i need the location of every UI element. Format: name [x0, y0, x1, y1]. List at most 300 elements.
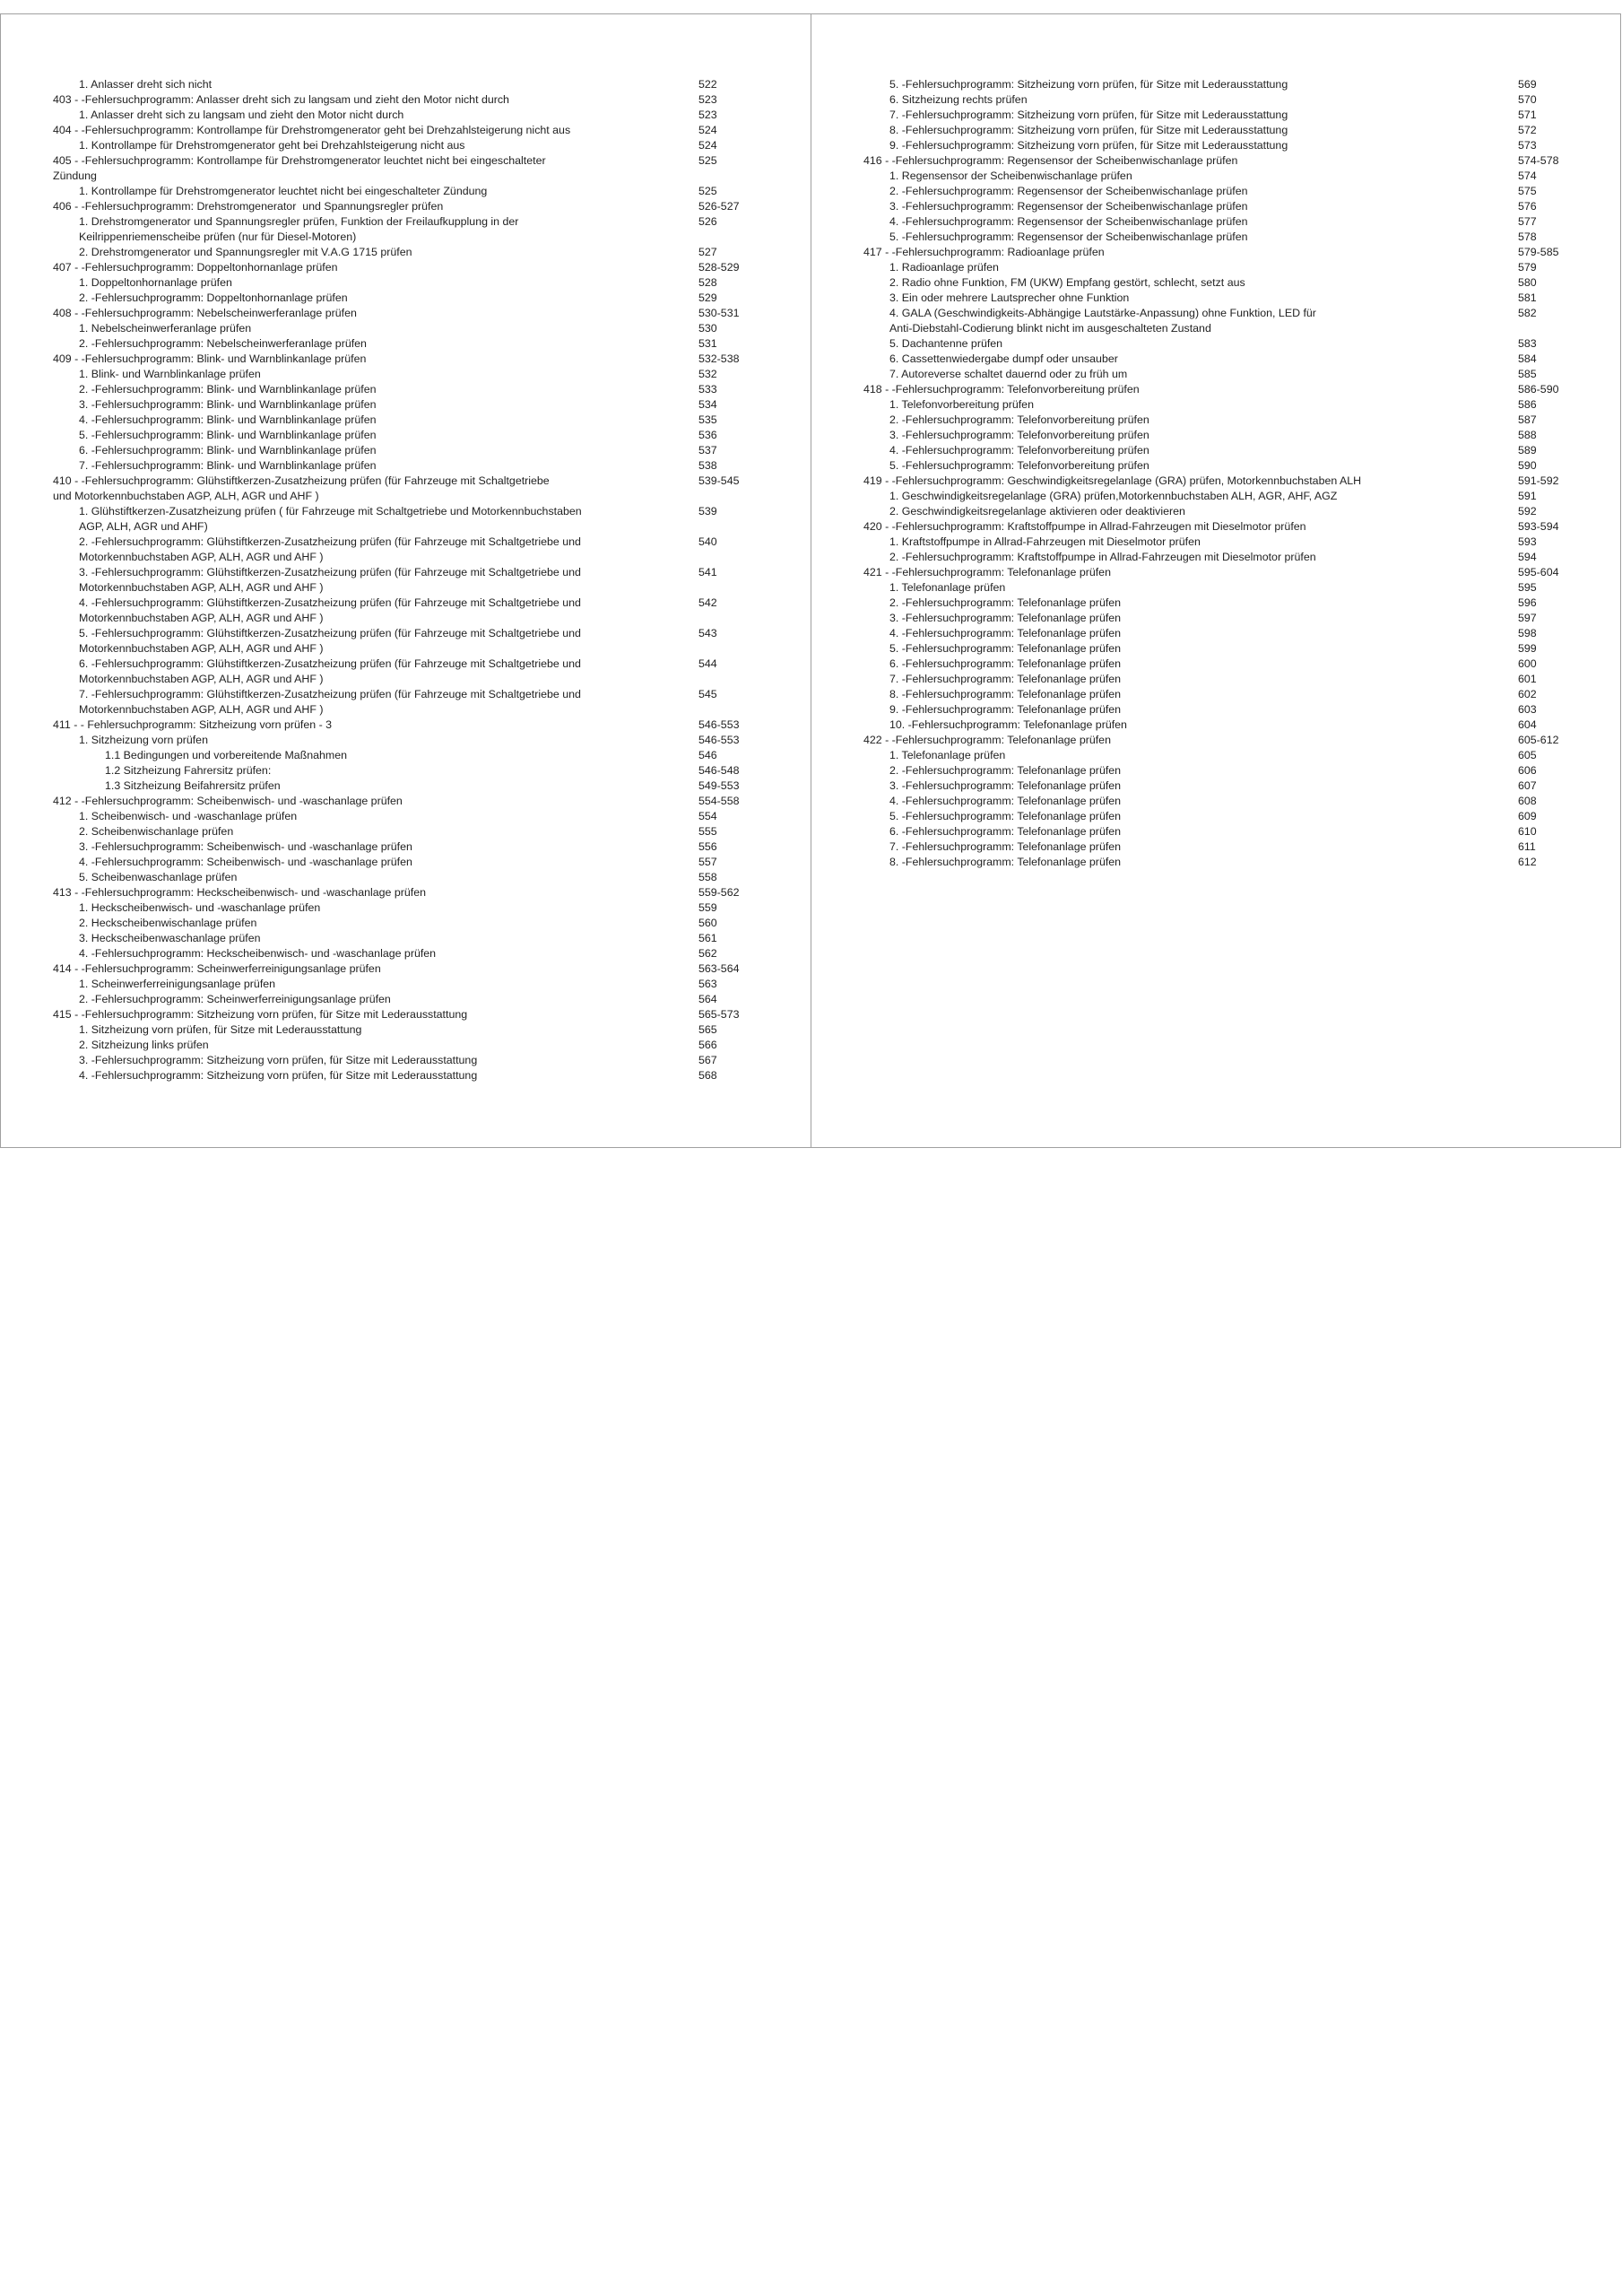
toc-entry [53, 352, 761, 367]
toc-entry-title: 2. -Fehlersuchprogramm: Kraftstoffpumpe in Allrad-Fahrzeugen mit Dieselmotor prüfen [889, 551, 1316, 563]
toc-entry-page-number: 556 [698, 840, 717, 853]
toc-entry [53, 870, 761, 885]
toc-entry [863, 565, 1581, 580]
toc-entry-title: 3. -Fehlersuchprogramm: Telefonanlage prüfen [889, 612, 1122, 624]
toc-entry-title: 5. -Fehlersuchprogramm: Blink- und Warnblinkanlage prüfen [79, 429, 377, 441]
toc-entry-title: 3. -Fehlersuchprogramm: Sitzheizung vorn prüfen, für Sitze mit Lederausstattung [79, 1054, 478, 1066]
toc-entry [53, 794, 761, 809]
toc-entry-title: 1. Scheibenwisch- und -waschanlage prüfen [79, 810, 298, 822]
toc-entry-page-number: 531 [698, 337, 717, 350]
toc-entry-page-number: 523 [698, 93, 717, 106]
toc-entry [863, 794, 1581, 809]
toc-entry-page-number: 524 [698, 124, 717, 136]
toc-entry [53, 474, 761, 504]
toc-entry [53, 458, 761, 474]
toc-entry-page-number: 568 [698, 1069, 717, 1082]
toc-entry-title: 3. -Fehlersuchprogramm: Telefonvorbereitung prüfen [889, 429, 1149, 441]
toc-entry-title: 2. -Fehlersuchprogramm: Doppeltonhornanlage prüfen [79, 291, 348, 304]
toc-entry-page-number: 596 [1518, 596, 1537, 609]
toc-entry-page-number: 598 [1518, 627, 1537, 639]
toc-entry [53, 916, 761, 931]
toc-entry [53, 153, 761, 184]
toc-entry-title: 6. -Fehlersuchprogramm: Glühstiftkerzen-Zusatzheizung prüfen (für Fahrzeuge mit Schaltgetriebe und Motorkennbuchstaben AGP, ALH, AGR und AHF ) [79, 657, 581, 685]
toc-entry-page-number: 528 [698, 276, 717, 289]
toc-entry-page-number: 594 [1518, 551, 1537, 563]
toc-entry-title: 409 - -Fehlersuchprogramm: Blink- und Warnblinkanlage prüfen [53, 352, 367, 365]
toc-entry [863, 580, 1581, 596]
toc-entry-title: 7. Autoreverse schaltet dauernd oder zu früh um [889, 368, 1128, 380]
toc-entry-page-number: 526-527 [698, 200, 740, 213]
toc-entry [863, 839, 1581, 855]
toc-entry-title: 2. -Fehlersuchprogramm: Telefonanlage prüfen [889, 764, 1122, 777]
toc-entry [863, 718, 1581, 733]
toc-entry [863, 611, 1581, 626]
toc-entry [863, 489, 1581, 504]
toc-entry-page-number: 533 [698, 383, 717, 396]
toc-entry-title: 1. Kontrollampe für Drehstromgenerator geht bei Drehzahlsteigerung nicht aus [79, 139, 465, 152]
toc-entry [53, 397, 761, 413]
toc-entry-page-number: 549-553 [698, 779, 740, 792]
toc-entry [863, 214, 1581, 230]
toc-entry-page-number: 582 [1518, 307, 1537, 319]
toc-entry-title: 8. -Fehlersuchprogramm: Telefonanlage prüfen [889, 856, 1122, 868]
left-page [0, 13, 811, 1148]
toc-entry-title: 5. -Fehlersuchprogramm: Sitzheizung vorn prüfen, für Sitze mit Lederausstattung [889, 78, 1288, 91]
toc-entry [863, 855, 1581, 870]
toc-entry-title: 403 - -Fehlersuchprogramm: Anlasser dreht sich zu langsam und zieht den Motor nicht durch [53, 93, 509, 106]
toc-entry [863, 138, 1581, 153]
toc-entry-page-number: 602 [1518, 688, 1537, 700]
toc-entry-page-number: 595 [1518, 581, 1537, 594]
toc-entry-page-number: 609 [1518, 810, 1537, 822]
toc-entry [53, 413, 761, 428]
toc-entry [863, 428, 1581, 443]
toc-entry-title: 1. Doppeltonhornanlage prüfen [79, 276, 232, 289]
toc-entry [863, 474, 1581, 489]
toc-list-left [53, 77, 761, 1083]
toc-entry-title: 1. Anlasser dreht sich nicht [79, 78, 213, 91]
toc-entry-title: 2. Geschwindigkeitsregelanlage aktivieren oder deaktivieren [889, 505, 1185, 517]
toc-entry-page-number: 527 [698, 246, 717, 258]
toc-entry-title: 2. Heckscheibenwischanlage prüfen [79, 917, 257, 929]
toc-entry [53, 336, 761, 352]
toc-entry [863, 626, 1581, 641]
toc-entry-title: 5. Dachantenne prüfen [889, 337, 1003, 350]
toc-entry-title: 1.2 Sitzheizung Fahrersitz prüfen: [105, 764, 272, 777]
toc-entry-page-number: 525 [698, 154, 717, 167]
toc-entry-page-number: 562 [698, 947, 717, 960]
toc-entry [53, 763, 761, 778]
toc-entry [863, 778, 1581, 794]
toc-entry-page-number: 591 [1518, 490, 1537, 502]
toc-entry-page-number: 558 [698, 871, 717, 883]
toc-entry [53, 108, 761, 123]
toc-entry [53, 626, 761, 657]
toc-entry-title: 1. Blink- und Warnblinkanlage prüfen [79, 368, 261, 380]
toc-entry-page-number: 532 [698, 368, 717, 380]
toc-entry [863, 641, 1581, 657]
toc-entry [53, 855, 761, 870]
toc-entry-title: 406 - -Fehlersuchprogramm: Drehstromgenerator und Spannungsregler prüfen [53, 200, 444, 213]
toc-entry-title: 2. -Fehlersuchprogramm: Nebelscheinwerferanlage prüfen [79, 337, 367, 350]
toc-entry [53, 260, 761, 275]
toc-entry-page-number: 538 [698, 459, 717, 472]
toc-entry-page-number: 610 [1518, 825, 1537, 838]
toc-entry [53, 992, 761, 1007]
toc-entry-page-number: 606 [1518, 764, 1537, 777]
toc-entry-title: 422 - -Fehlersuchprogramm: Telefonanlage prüfen [863, 734, 1111, 746]
toc-entry [863, 260, 1581, 275]
toc-entry-page-number: 564 [698, 993, 717, 1005]
toc-entry-title: 1. Telefonanlage prüfen [889, 581, 1006, 594]
toc-entry-title: 405 - -Fehlersuchprogramm: Kontrollampe für Drehstromgenerator leuchtet nicht bei eingeschalteter Zündung [53, 154, 546, 182]
toc-entry-page-number: 608 [1518, 795, 1537, 807]
right-page [811, 13, 1621, 1148]
toc-entry-title: 3. Heckscheibenwaschanlage prüfen [79, 932, 261, 944]
toc-entry-title: 5. -Fehlersuchprogramm: Telefonanlage prüfen [889, 642, 1122, 655]
toc-entry-page-number: 526 [698, 215, 717, 228]
toc-entry-page-number: 535 [698, 413, 717, 426]
toc-entry-title: 2. -Fehlersuchprogramm: Glühstiftkerzen-Zusatzheizung prüfen (für Fahrzeuge mit Schaltgetriebe und Motorkennbuchstaben AGP, ALH, AGR und AHF ) [79, 535, 581, 563]
toc-entry [863, 672, 1581, 687]
toc-entry [863, 657, 1581, 672]
toc-entry-title: 4. -Fehlersuchprogramm: Sitzheizung vorn prüfen, für Sitze mit Lederausstattung [79, 1069, 478, 1082]
toc-entry [53, 885, 761, 900]
toc-entry-page-number: 528-529 [698, 261, 740, 274]
toc-entry-title: 8. -Fehlersuchprogramm: Telefonanlage prüfen [889, 688, 1122, 700]
toc-entry [53, 92, 761, 108]
toc-entry-title: 414 - -Fehlersuchprogramm: Scheinwerferreinigungsanlage prüfen [53, 962, 381, 975]
toc-entry-page-number: 555 [698, 825, 717, 838]
toc-entry-page-number: 565-573 [698, 1008, 740, 1021]
toc-entry [53, 428, 761, 443]
toc-entry-title: 1. Heckscheibenwisch- und -waschanlage prüfen [79, 901, 321, 914]
toc-entry-page-number: 579-585 [1518, 246, 1559, 258]
toc-entry-page-number: 559-562 [698, 886, 740, 899]
toc-entry-title: 412 - -Fehlersuchprogramm: Scheibenwisch- und -waschanlage prüfen [53, 795, 403, 807]
toc-entry [53, 382, 761, 397]
toc-entry-page-number: 565 [698, 1023, 717, 1036]
toc-entry-title: 7. -Fehlersuchprogramm: Telefonanlage prüfen [889, 673, 1122, 685]
toc-entry [53, 778, 761, 794]
toc-entry-title: 4. -Fehlersuchprogramm: Telefonanlage prüfen [889, 627, 1122, 639]
toc-entry-page-number: 589 [1518, 444, 1537, 457]
toc-entry-title: 2. -Fehlersuchprogramm: Regensensor der Scheibenwischanlage prüfen [889, 185, 1248, 197]
toc-entry-page-number: 578 [1518, 230, 1537, 243]
toc-entry [53, 184, 761, 199]
toc-entry-title: 4. -Fehlersuchprogramm: Telefonvorbereitung prüfen [889, 444, 1149, 457]
toc-entry [863, 230, 1581, 245]
toc-entry [863, 733, 1581, 748]
toc-entry-title: 4. -Fehlersuchprogramm: Telefonanlage prüfen [889, 795, 1122, 807]
toc-entry-page-number: 577 [1518, 215, 1537, 228]
toc-entry-page-number: 559 [698, 901, 717, 914]
toc-entry [53, 824, 761, 839]
toc-entry [863, 169, 1581, 184]
toc-entry [53, 946, 761, 961]
toc-entry-title: 1.3 Sitzheizung Beifahrersitz prüfen [105, 779, 281, 792]
toc-entry [53, 900, 761, 916]
toc-entry-page-number: 544 [698, 657, 717, 670]
toc-entry-page-number: 561 [698, 932, 717, 944]
toc-entry-page-number: 541 [698, 566, 717, 578]
toc-entry-page-number: 585 [1518, 368, 1537, 380]
toc-entry-title: 6. Cassettenwiedergabe dumpf oder unsauber [889, 352, 1118, 365]
toc-entry-title: 10. -Fehlersuchprogramm: Telefonanlage prüfen [889, 718, 1127, 731]
toc-entry-page-number: 603 [1518, 703, 1537, 716]
toc-entry [53, 961, 761, 977]
toc-entry-page-number: 554-558 [698, 795, 740, 807]
toc-entry-title: 9. -Fehlersuchprogramm: Sitzheizung vorn prüfen, für Sitze mit Lederausstattung [889, 139, 1288, 152]
toc-entry [53, 123, 761, 138]
toc-entry-page-number: 542 [698, 596, 717, 609]
toc-entry-title: 1. Anlasser dreht sich zu langsam und zieht den Motor nicht durch [79, 109, 404, 121]
toc-entry-page-number: 530-531 [698, 307, 740, 319]
toc-entry [53, 809, 761, 824]
toc-entry-title: 6. -Fehlersuchprogramm: Telefonanlage prüfen [889, 825, 1122, 838]
toc-entry [863, 367, 1581, 382]
toc-entry-page-number: 597 [1518, 612, 1537, 624]
toc-entry-title: 6. Sitzheizung rechts prüfen [889, 93, 1028, 106]
toc-entry-page-number: 586-590 [1518, 383, 1559, 396]
toc-entry [53, 138, 761, 153]
toc-entry-title: 1. Radioanlage prüfen [889, 261, 999, 274]
toc-entry [53, 931, 761, 946]
toc-entry [53, 1007, 761, 1022]
toc-entry-page-number: 581 [1518, 291, 1537, 304]
toc-entry [863, 123, 1581, 138]
toc-entry-page-number: 539 [698, 505, 717, 517]
toc-entry [863, 535, 1581, 550]
toc-entry-title: 5. Scheibenwaschanlage prüfen [79, 871, 238, 883]
toc-entry-title: 1. Telefonanlage prüfen [889, 749, 1006, 761]
toc-entry [863, 92, 1581, 108]
toc-entry-page-number: 593 [1518, 535, 1537, 548]
toc-entry-title: 1.1 Bedingungen und vorbereitende Maßnahmen [105, 749, 348, 761]
toc-entry [863, 306, 1581, 336]
toc-entry-page-number: 524 [698, 139, 717, 152]
toc-entry [863, 275, 1581, 291]
toc-entry-page-number: 595-604 [1518, 566, 1559, 578]
toc-entry-title: 7. -Fehlersuchprogramm: Blink- und Warnblinkanlage prüfen [79, 459, 377, 472]
toc-entry [53, 367, 761, 382]
toc-entry [53, 504, 761, 535]
toc-entry [863, 443, 1581, 458]
toc-entry [863, 291, 1581, 306]
toc-entry-title: 7. -Fehlersuchprogramm: Glühstiftkerzen-Zusatzheizung prüfen (für Fahrzeuge mit Schaltgetriebe und Motorkennbuchstaben AGP, ALH, AGR und AHF ) [79, 688, 581, 716]
toc-entry-title: 5. -Fehlersuchprogramm: Telefonanlage prüfen [889, 810, 1122, 822]
toc-entry [863, 763, 1581, 778]
toc-entry-page-number: 543 [698, 627, 717, 639]
toc-entry-title: 1. Telefonvorbereitung prüfen [889, 398, 1034, 411]
toc-entry [53, 748, 761, 763]
toc-entry [53, 657, 761, 687]
toc-entry [53, 245, 761, 260]
toc-entry-page-number: 557 [698, 856, 717, 868]
toc-entry [53, 977, 761, 992]
toc-entry-title: 1. Sitzheizung vorn prüfen, für Sitze mit Lederausstattung [79, 1023, 362, 1036]
toc-entry-page-number: 545 [698, 688, 717, 700]
toc-entry-title: 1. Sitzheizung vorn prüfen [79, 734, 208, 746]
toc-entry-title: 5. -Fehlersuchprogramm: Regensensor der Scheibenwischanlage prüfen [889, 230, 1248, 243]
toc-entry [863, 504, 1581, 519]
toc-entry-page-number: 567 [698, 1054, 717, 1066]
toc-entry [53, 839, 761, 855]
toc-entry [53, 321, 761, 336]
toc-entry-title: 417 - -Fehlersuchprogramm: Radioanlage prüfen [863, 246, 1105, 258]
toc-entry [53, 77, 761, 92]
toc-entry [53, 1068, 761, 1083]
toc-entry [53, 565, 761, 596]
toc-entry-title: 3. -Fehlersuchprogramm: Regensensor der Scheibenwischanlage prüfen [889, 200, 1248, 213]
toc-entry [53, 535, 761, 565]
toc-entry [53, 1022, 761, 1038]
toc-entry [53, 718, 761, 733]
toc-entry [53, 275, 761, 291]
toc-entry-title: 1. Nebelscheinwerferanlage prüfen [79, 322, 252, 335]
toc-entry-page-number: 529 [698, 291, 717, 304]
toc-entry-title: 3. -Fehlersuchprogramm: Glühstiftkerzen-Zusatzheizung prüfen (für Fahrzeuge mit Schaltgetriebe und Motorkennbuchstaben AGP, ALH, AGR und AHF ) [79, 566, 581, 594]
toc-entry-title: 4. -Fehlersuchprogramm: Glühstiftkerzen-Zusatzheizung prüfen (für Fahrzeuge mit Schaltgetriebe und Motorkennbuchstaben AGP, ALH, AGR und AHF ) [79, 596, 581, 624]
toc-entry-page-number: 591-592 [1518, 474, 1559, 487]
toc-entry-title: 1. Geschwindigkeitsregelanlage (GRA) prüfen,Motorkennbuchstaben ALH, AGR, AHF, AGZ [889, 490, 1338, 502]
toc-entry [863, 397, 1581, 413]
toc-entry-title: 1. Glühstiftkerzen-Zusatzheizung prüfen ( für Fahrzeuge mit Schaltgetriebe und Motorkennbuchstaben AGP, ALH, AGR und AHF) [79, 505, 582, 533]
toc-entry-page-number: 523 [698, 109, 717, 121]
toc-entry [863, 184, 1581, 199]
toc-entry-title: 2. Scheibenwischanlage prüfen [79, 825, 234, 838]
toc-entry-page-number: 576 [1518, 200, 1537, 213]
toc-entry [863, 382, 1581, 397]
toc-entry-title: 420 - -Fehlersuchprogramm: Kraftstoffpumpe in Allrad-Fahrzeugen mit Dieselmotor prüfen [863, 520, 1306, 533]
toc-entry [863, 413, 1581, 428]
toc-entry-page-number: 605-612 [1518, 734, 1559, 746]
toc-entry-page-number: 563-564 [698, 962, 740, 975]
toc-entry-title: 2. Drehstromgenerator und Spannungsregler mit V.A.G 1715 prüfen [79, 246, 412, 258]
toc-entry-title: 2. -Fehlersuchprogramm: Scheinwerferreinigungsanlage prüfen [79, 993, 391, 1005]
toc-entry [863, 596, 1581, 611]
toc-entry-title: 410 - -Fehlersuchprogramm: Glühstiftkerzen-Zusatzheizung prüfen (für Fahrzeuge mit Schaltgetriebe und Motorkennbuchstaben AGP, ALH, AGR und AHF ) [53, 474, 550, 502]
toc-entry-page-number: 525 [698, 185, 717, 197]
toc-entry-title: 9. -Fehlersuchprogramm: Telefonanlage prüfen [889, 703, 1122, 716]
toc-entry-page-number: 580 [1518, 276, 1537, 289]
toc-entry-page-number: 537 [698, 444, 717, 457]
toc-entry-page-number: 546-553 [698, 718, 740, 731]
toc-list-right [863, 77, 1581, 870]
toc-entry-title: 7. -Fehlersuchprogramm: Sitzheizung vorn prüfen, für Sitze mit Lederausstattung [889, 109, 1288, 121]
toc-entry-title: 2. Sitzheizung links prüfen [79, 1039, 209, 1051]
toc-entry-page-number: 540 [698, 535, 717, 548]
toc-entry-page-number: 583 [1518, 337, 1537, 350]
toc-entry-page-number: 572 [1518, 124, 1537, 136]
toc-entry-page-number: 611 [1518, 840, 1536, 853]
toc-entry-page-number: 593-594 [1518, 520, 1559, 533]
toc-entry [863, 702, 1581, 718]
toc-entry-title: 5. -Fehlersuchprogramm: Glühstiftkerzen-Zusatzheizung prüfen (für Fahrzeuge mit Schaltgetriebe und Motorkennbuchstaben AGP, ALH, AGR und AHF ) [79, 627, 581, 655]
toc-entry-page-number: 601 [1518, 673, 1537, 685]
toc-entry-title: 404 - -Fehlersuchprogramm: Kontrollampe für Drehstromgenerator geht bei Drehzahlsteigerung nicht aus [53, 124, 571, 136]
toc-entry-title: 1. Drehstromgenerator und Spannungsregler prüfen, Funktion der Freilaufkupplung in der Keilrippenriemenscheibe prüfen (nur für Diesel-Motoren) [79, 215, 519, 243]
toc-entry-title: 407 - -Fehlersuchprogramm: Doppeltonhornanlage prüfen [53, 261, 338, 274]
toc-entry [863, 77, 1581, 92]
toc-entry-title: 2. -Fehlersuchprogramm: Telefonvorbereitung prüfen [889, 413, 1149, 426]
toc-entry-page-number: 546 [698, 749, 717, 761]
document-spread [0, 13, 1622, 1148]
toc-entry-title: 6. -Fehlersuchprogramm: Blink- und Warnblinkanlage prüfen [79, 444, 377, 457]
toc-entry [863, 153, 1581, 169]
toc-entry-title: 2. -Fehlersuchprogramm: Blink- und Warnblinkanlage prüfen [79, 383, 377, 396]
toc-entry [863, 458, 1581, 474]
toc-entry [53, 199, 761, 214]
toc-entry-page-number: 604 [1518, 718, 1537, 731]
toc-entry [863, 550, 1581, 565]
toc-entry-title: 6. -Fehlersuchprogramm: Telefonanlage prüfen [889, 657, 1122, 670]
toc-entry-page-number: 579 [1518, 261, 1537, 274]
toc-entry-title: 411 - - Fehlersuchprogramm: Sitzheizung vorn prüfen - 3 [53, 718, 333, 731]
toc-entry-page-number: 587 [1518, 413, 1537, 426]
toc-entry-title: 2. Radio ohne Funktion, FM (UKW) Empfang gestört, schlecht, setzt aus [889, 276, 1245, 289]
toc-entry-title: 3. -Fehlersuchprogramm: Blink- und Warnblinkanlage prüfen [79, 398, 377, 411]
toc-entry-page-number: 586 [1518, 398, 1537, 411]
toc-entry-page-number: 599 [1518, 642, 1537, 655]
toc-entry [863, 199, 1581, 214]
toc-entry-title: 4. -Fehlersuchprogramm: Blink- und Warnblinkanlage prüfen [79, 413, 377, 426]
toc-entry-title: 418 - -Fehlersuchprogramm: Telefonvorbereitung prüfen [863, 383, 1140, 396]
toc-entry-title: 413 - -Fehlersuchprogramm: Heckscheibenwisch- und -waschanlage prüfen [53, 886, 426, 899]
toc-entry [863, 336, 1581, 352]
toc-entry-page-number: 560 [698, 917, 717, 929]
toc-entry-title: 8. -Fehlersuchprogramm: Sitzheizung vorn prüfen, für Sitze mit Lederausstattung [889, 124, 1288, 136]
toc-entry-title: 416 - -Fehlersuchprogramm: Regensensor der Scheibenwischanlage prüfen [863, 154, 1238, 167]
toc-entry-page-number: 546-553 [698, 734, 740, 746]
toc-entry [863, 824, 1581, 839]
toc-entry-page-number: 607 [1518, 779, 1537, 792]
toc-entry-page-number: 590 [1518, 459, 1537, 472]
toc-entry-title: 4. GALA (Geschwindigkeits-Abhängige Lautstärke-Anpassung) ohne Funktion, LED für Anti-Diebstahl-Codierung blinkt nicht im ausgeschalteten Zustand [889, 307, 1316, 335]
toc-entry-title: 3. Ein oder mehrere Lautsprecher ohne Funktion [889, 291, 1130, 304]
toc-entry-title: 419 - -Fehlersuchprogramm: Geschwindigkeitsregelanlage (GRA) prüfen, Motorkennbuchstaben ALH [863, 474, 1362, 487]
toc-entry-page-number: 532-538 [698, 352, 740, 365]
toc-entry [53, 1038, 761, 1053]
toc-entry [53, 214, 761, 245]
toc-entry-page-number: 570 [1518, 93, 1537, 106]
toc-entry-title: 1. Regensensor der Scheibenwischanlage prüfen [889, 170, 1132, 182]
toc-entry-title: 2. -Fehlersuchprogramm: Telefonanlage prüfen [889, 596, 1122, 609]
toc-entry-page-number: 573 [1518, 139, 1537, 152]
toc-entry-title: 4. -Fehlersuchprogramm: Scheibenwisch- und -waschanlage prüfen [79, 856, 412, 868]
toc-entry [863, 748, 1581, 763]
toc-entry [863, 352, 1581, 367]
toc-entry-page-number: 546-548 [698, 764, 740, 777]
toc-entry-page-number: 575 [1518, 185, 1537, 197]
toc-entry-title: 408 - -Fehlersuchprogramm: Nebelscheinwerferanlage prüfen [53, 307, 357, 319]
toc-entry-page-number: 588 [1518, 429, 1537, 441]
toc-entry-page-number: 600 [1518, 657, 1537, 670]
toc-entry-page-number: 574 [1518, 170, 1537, 182]
toc-entry-title: 3. -Fehlersuchprogramm: Scheibenwisch- und -waschanlage prüfen [79, 840, 412, 853]
toc-entry [53, 291, 761, 306]
toc-entry [863, 519, 1581, 535]
toc-entry [53, 733, 761, 748]
toc-entry-page-number: 534 [698, 398, 717, 411]
toc-entry-page-number: 571 [1518, 109, 1537, 121]
toc-entry [53, 687, 761, 718]
toc-entry [863, 108, 1581, 123]
toc-entry-title: 415 - -Fehlersuchprogramm: Sitzheizung vorn prüfen, für Sitze mit Lederausstattung [53, 1008, 468, 1021]
toc-entry [53, 596, 761, 626]
toc-entry-title: 4. -Fehlersuchprogramm: Heckscheibenwisch- und -waschanlage prüfen [79, 947, 437, 960]
toc-entry-title: 4. -Fehlersuchprogramm: Regensensor der Scheibenwischanlage prüfen [889, 215, 1248, 228]
